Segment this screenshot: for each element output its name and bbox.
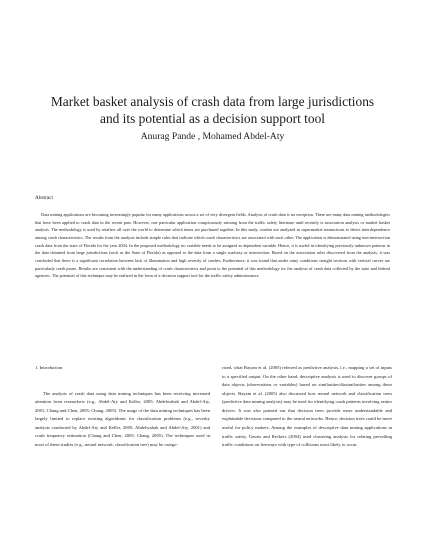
- title-line-1: Market basket analysis of crash data from large jurisdictions: [50, 94, 375, 109]
- abstract-heading: Abstract: [35, 195, 53, 201]
- paper-title: [40, 93, 385, 127]
- intro-left-text: The analysis of crash data using data mining techniques has been receiving increased attention from researchers (e.g., Abdel-Aty and Keller, 2005; Abdelwahab and Abdel-Aty, 2001; Chang and Chen, 2005; Chang, 2005). The usage of the data mining techniques has been largely limited to replace existing algorithmic for classification problems (e.g., severity analysis conducted by Abdel-Aty and Keller, 2005; Abdelwahab and Abdel-Aty, 2001) and crash frequency estimation (Chang and Chen, 2005; Chang, 2005). The techniques used in most of these studies (e.g., neural network, classification tree) may be catego-: [35, 390, 210, 448]
- abstract-text: Data mining applications are becoming increasingly popular for many applications across a set of very divergent fields. Analysis of crash data is no exception. There are many data mining methodologies that have been applied to crash data in the recent past. However, one particular application conspicuously missing from the traffic safety literature until recently is association analysis or market basket analysis. The methodology is used by retailers all over the world to determine which items are purchased together. In this study, crashes are analyzed as supermarket transactions to detect interdependence among crash characteristics. The results from the analysis include simple rules that indicate which crash characteristics are associated with each other. The application is demonstrated using non-intersection crash data from the state of Florida for the year 2004. In the proposed methodology no variable needs to be assigned as dependent variable. Hence, it is useful in identifying previously unknown patterns in the data obtained from large jurisdictions (such as the State of Florida) as opposed to the data from a single roadway or intersection. Based on the association rules discovered from the analysis, it was concluded that there is a significant correlation between lack of illumination and high severity of crashes. Furthermore, it was found that under rainy conditions straight sections with vertical curves are particularly crash prone. Results are consistent with the understanding of crash characteristics and point to the potential of this methodology for the analysis of crash data collected by the state and federal agencies. The potential of this technique may be realized in the form of a decision support tool for the traffic safety administrators.: [35, 212, 390, 279]
- title-line-2: and its potential as a decision support tool: [100, 111, 325, 126]
- left-column: [35, 364, 210, 450]
- right-column: [222, 364, 392, 450]
- section-heading: 1. Introduction: [35, 365, 63, 370]
- author-list: Anurag Pande , Mohamed Abdel-Aty: [140, 131, 285, 142]
- intro-right-text: rized, what Bayam et al. (2005) referred as predictive analysis, i.e., mapping a set of inputs to a specified output. On the other hand, descriptive analysis is used to discover groups of data objects (observations or variables) based on similarities/dissimilarities among these objects. Bayam et al. (2005) also discussed how neural network and classification trees (predictive data mining analysis) may be used for identifying crash patterns involving senior drivers. It was also pointed out that decision trees provide more understandable and explainable decisions compared to the neural networks. Hence, decision trees could be more useful for policy makers. Among the examples of descriptive data mining applications in traffic safety, Geurts and Reckers (2004) used clustering analysis for relating prevailing traffic conditions on freeways with type of collisions most likely to occur.: [222, 365, 392, 448]
